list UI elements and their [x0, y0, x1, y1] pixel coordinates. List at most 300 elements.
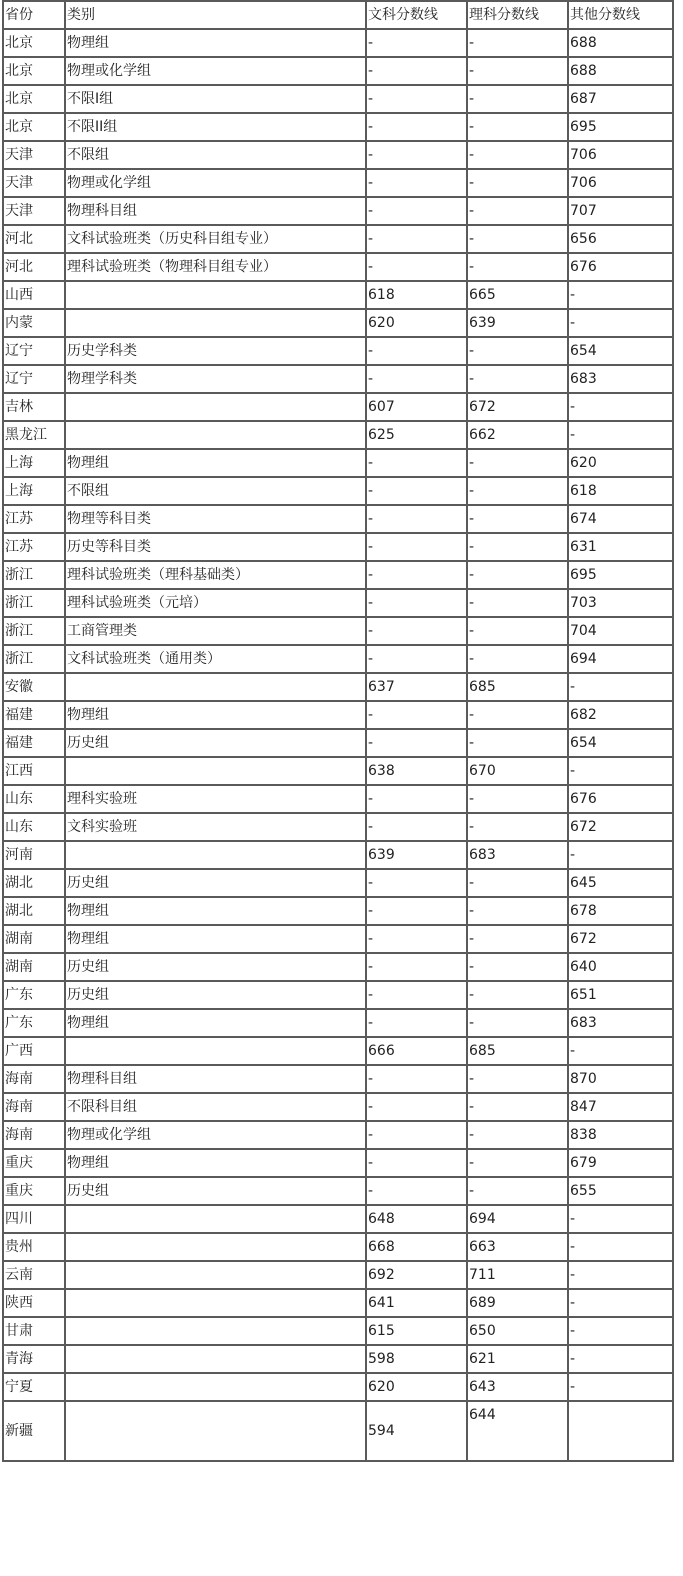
arts-score-cell: -: [366, 701, 467, 729]
table-row: [3, 1009, 673, 1037]
science-score-cell: -: [467, 897, 568, 925]
science-score-cell: 670: [467, 757, 568, 785]
other-score-cell: 847: [568, 1093, 673, 1121]
science-score-cell: -: [467, 1177, 568, 1205]
arts-score-cell: 639: [366, 841, 467, 869]
science-score-cell: -: [467, 729, 568, 757]
science-score-cell: 621: [467, 1345, 568, 1373]
category-cell: 理科试验班类（物理科目组专业）: [65, 253, 366, 281]
category-cell: 历史组: [65, 1177, 366, 1205]
category-cell: 物理组: [65, 29, 366, 57]
table-row: [3, 953, 673, 981]
science-score-cell: -: [467, 1093, 568, 1121]
arts-score-cell: -: [366, 785, 467, 813]
province-cell: 辽宁: [3, 365, 65, 393]
other-score-cell: 651: [568, 981, 673, 1009]
province-cell: 海南: [3, 1093, 65, 1121]
header-category: 类别: [65, 1, 366, 29]
science-score-cell: 644: [467, 1401, 568, 1461]
arts-score-cell: 641: [366, 1289, 467, 1317]
table-row: [3, 1345, 673, 1373]
category-cell: 不限科目组: [65, 1093, 366, 1121]
category-cell: 物理组: [65, 897, 366, 925]
province-cell: 浙江: [3, 645, 65, 673]
table-row: [3, 617, 673, 645]
category-cell: 历史组: [65, 729, 366, 757]
category-cell: [65, 1037, 366, 1065]
science-score-cell: -: [467, 645, 568, 673]
table-row: [3, 1065, 673, 1093]
province-cell: 陕西: [3, 1289, 65, 1317]
province-cell: 云南: [3, 1261, 65, 1289]
arts-score-cell: -: [366, 141, 467, 169]
province-cell: 海南: [3, 1121, 65, 1149]
province-cell: 新疆: [3, 1401, 65, 1461]
table-row: [3, 169, 673, 197]
category-cell: 文科试验班类（历史科目组专业）: [65, 225, 366, 253]
arts-score-cell: -: [366, 953, 467, 981]
science-score-cell: -: [467, 533, 568, 561]
table-row: [3, 85, 673, 113]
other-score-cell: 703: [568, 589, 673, 617]
arts-score-cell: -: [366, 197, 467, 225]
other-score-cell: -: [568, 1373, 673, 1401]
table-row: [3, 57, 673, 85]
category-cell: 不限II组: [65, 113, 366, 141]
category-cell: 物理科目组: [65, 1065, 366, 1093]
science-score-cell: 685: [467, 673, 568, 701]
table-row: [3, 589, 673, 617]
science-score-cell: -: [467, 449, 568, 477]
table-row: [3, 337, 673, 365]
science-score-cell: 663: [467, 1233, 568, 1261]
province-cell: 重庆: [3, 1177, 65, 1205]
province-cell: 内蒙: [3, 309, 65, 337]
table-row: [3, 897, 673, 925]
table-row: [3, 1233, 673, 1261]
science-score-cell: -: [467, 981, 568, 1009]
province-cell: 浙江: [3, 561, 65, 589]
table-row: [3, 365, 673, 393]
science-score-cell: 711: [467, 1261, 568, 1289]
province-cell: 河北: [3, 253, 65, 281]
other-score-cell: -: [568, 1345, 673, 1373]
science-score-cell: -: [467, 1149, 568, 1177]
table-row: [3, 1261, 673, 1289]
province-cell: 辽宁: [3, 337, 65, 365]
other-score-cell: -: [568, 1317, 673, 1345]
province-cell: 重庆: [3, 1149, 65, 1177]
arts-score-cell: 648: [366, 1205, 467, 1233]
province-cell: 上海: [3, 449, 65, 477]
table-row: [3, 421, 673, 449]
province-cell: 青海: [3, 1345, 65, 1373]
arts-score-cell: 692: [366, 1261, 467, 1289]
science-score-cell: -: [467, 253, 568, 281]
table-row: [3, 477, 673, 505]
arts-score-cell: -: [366, 533, 467, 561]
province-cell: 广西: [3, 1037, 65, 1065]
province-cell: 浙江: [3, 617, 65, 645]
science-score-cell: 683: [467, 841, 568, 869]
other-score-cell: 688: [568, 57, 673, 85]
arts-score-cell: -: [366, 85, 467, 113]
arts-score-cell: -: [366, 1065, 467, 1093]
table-row: [3, 113, 673, 141]
other-score-cell: 645: [568, 869, 673, 897]
category-cell: 物理组: [65, 701, 366, 729]
arts-score-cell: -: [366, 925, 467, 953]
science-score-cell: -: [467, 813, 568, 841]
province-cell: 宁夏: [3, 1373, 65, 1401]
table-row: [3, 449, 673, 477]
province-cell: 北京: [3, 113, 65, 141]
table-row: [3, 729, 673, 757]
arts-score-cell: 618: [366, 281, 467, 309]
arts-score-cell: -: [366, 477, 467, 505]
province-cell: 湖南: [3, 953, 65, 981]
other-score-cell: 656: [568, 225, 673, 253]
science-score-cell: 672: [467, 393, 568, 421]
other-score-cell: -: [568, 1037, 673, 1065]
category-cell: [65, 309, 366, 337]
table-row: [3, 561, 673, 589]
category-cell: 理科试验班类（元培）: [65, 589, 366, 617]
table-row: [3, 1289, 673, 1317]
table-row: [3, 785, 673, 813]
other-score-cell: 655: [568, 1177, 673, 1205]
arts-score-cell: -: [366, 57, 467, 85]
science-score-cell: 689: [467, 1289, 568, 1317]
other-score-cell: 682: [568, 701, 673, 729]
category-cell: [65, 1261, 366, 1289]
category-cell: 文科实验班: [65, 813, 366, 841]
table-row: [3, 701, 673, 729]
other-score-cell: -: [568, 841, 673, 869]
province-cell: 浙江: [3, 589, 65, 617]
table-row: [3, 1205, 673, 1233]
other-score-cell: -: [568, 1233, 673, 1261]
table-row: [3, 1037, 673, 1065]
other-score-cell: -: [568, 1289, 673, 1317]
province-cell: 四川: [3, 1205, 65, 1233]
arts-score-cell: -: [366, 897, 467, 925]
science-score-cell: -: [467, 1121, 568, 1149]
science-score-cell: -: [467, 85, 568, 113]
other-score-cell: 838: [568, 1121, 673, 1149]
arts-score-cell: -: [366, 1149, 467, 1177]
arts-score-cell: 594: [366, 1401, 467, 1461]
arts-score-cell: -: [366, 813, 467, 841]
category-cell: [65, 1205, 366, 1233]
other-score-cell: 676: [568, 785, 673, 813]
arts-score-cell: -: [366, 1093, 467, 1121]
other-score-cell: 620: [568, 449, 673, 477]
science-score-cell: -: [467, 141, 568, 169]
category-cell: [65, 757, 366, 785]
province-cell: 山东: [3, 785, 65, 813]
table-row: [3, 1317, 673, 1345]
province-cell: 天津: [3, 169, 65, 197]
other-score-cell: -: [568, 309, 673, 337]
table-row: [3, 505, 673, 533]
arts-score-cell: -: [366, 113, 467, 141]
arts-score-cell: -: [366, 1009, 467, 1037]
other-score-cell: -: [568, 757, 673, 785]
arts-score-cell: 607: [366, 393, 467, 421]
other-score-cell: 654: [568, 729, 673, 757]
category-cell: [65, 1345, 366, 1373]
province-cell: 天津: [3, 197, 65, 225]
arts-score-cell: 625: [366, 421, 467, 449]
category-cell: 物理等科目类: [65, 505, 366, 533]
category-cell: [65, 841, 366, 869]
other-score-cell: 618: [568, 477, 673, 505]
arts-score-cell: -: [366, 729, 467, 757]
header-row: [3, 1, 673, 29]
category-cell: [65, 1401, 366, 1461]
science-score-cell: -: [467, 561, 568, 589]
arts-score-cell: -: [366, 253, 467, 281]
province-cell: 福建: [3, 729, 65, 757]
other-score-cell: 706: [568, 169, 673, 197]
other-score-cell: 631: [568, 533, 673, 561]
science-score-cell: -: [467, 1009, 568, 1037]
province-cell: 湖南: [3, 925, 65, 953]
category-cell: 历史等科目类: [65, 533, 366, 561]
category-cell: 历史学科类: [65, 337, 366, 365]
arts-score-cell: -: [366, 505, 467, 533]
province-cell: 北京: [3, 29, 65, 57]
table-row: [3, 813, 673, 841]
category-cell: 物理或化学组: [65, 1121, 366, 1149]
science-score-cell: 665: [467, 281, 568, 309]
province-cell: 河北: [3, 225, 65, 253]
category-cell: 不限I组: [65, 85, 366, 113]
category-cell: 历史组: [65, 869, 366, 897]
province-cell: 广东: [3, 981, 65, 1009]
science-score-cell: -: [467, 505, 568, 533]
science-score-cell: -: [467, 225, 568, 253]
province-cell: 广东: [3, 1009, 65, 1037]
arts-score-cell: 615: [366, 1317, 467, 1345]
category-cell: 物理组: [65, 1009, 366, 1037]
arts-score-cell: -: [366, 337, 467, 365]
science-score-cell: -: [467, 337, 568, 365]
table-row: [3, 1093, 673, 1121]
arts-score-cell: 620: [366, 1373, 467, 1401]
other-score-cell: 654: [568, 337, 673, 365]
science-score-cell: -: [467, 113, 568, 141]
category-cell: [65, 1289, 366, 1317]
category-cell: 物理学科类: [65, 365, 366, 393]
province-cell: 海南: [3, 1065, 65, 1093]
table-row: [3, 869, 673, 897]
science-score-cell: 685: [467, 1037, 568, 1065]
province-cell: 江苏: [3, 533, 65, 561]
category-cell: [65, 1233, 366, 1261]
other-score-cell: -: [568, 421, 673, 449]
other-score-cell: -: [568, 1205, 673, 1233]
category-cell: [65, 1373, 366, 1401]
province-cell: 江苏: [3, 505, 65, 533]
arts-score-cell: -: [366, 617, 467, 645]
arts-score-cell: -: [366, 1177, 467, 1205]
arts-score-cell: 620: [366, 309, 467, 337]
other-score-cell: 674: [568, 505, 673, 533]
science-score-cell: 662: [467, 421, 568, 449]
table-row: [3, 645, 673, 673]
category-cell: 工商管理类: [65, 617, 366, 645]
other-score-cell: 672: [568, 813, 673, 841]
other-score-cell: -: [568, 1261, 673, 1289]
arts-score-cell: -: [366, 169, 467, 197]
science-score-cell: -: [467, 365, 568, 393]
other-score-cell: 683: [568, 1009, 673, 1037]
other-score-cell: 678: [568, 897, 673, 925]
other-score-cell: -: [568, 281, 673, 309]
other-score-cell: 679: [568, 1149, 673, 1177]
province-cell: 甘肃: [3, 1317, 65, 1345]
category-cell: 历史组: [65, 981, 366, 1009]
category-cell: 文科试验班类（通用类）: [65, 645, 366, 673]
arts-score-cell: 668: [366, 1233, 467, 1261]
province-cell: 湖北: [3, 869, 65, 897]
science-score-cell: -: [467, 29, 568, 57]
arts-score-cell: -: [366, 225, 467, 253]
province-cell: 上海: [3, 477, 65, 505]
category-cell: [65, 1317, 366, 1345]
arts-score-cell: -: [366, 981, 467, 1009]
table-row: [3, 1401, 673, 1461]
category-cell: [65, 673, 366, 701]
other-score-cell: 707: [568, 197, 673, 225]
other-score-cell: [568, 1401, 673, 1461]
table-row: [3, 1121, 673, 1149]
category-cell: 物理科目组: [65, 197, 366, 225]
other-score-cell: -: [568, 393, 673, 421]
header-province: 省份: [3, 1, 65, 29]
province-cell: 江西: [3, 757, 65, 785]
science-score-cell: 694: [467, 1205, 568, 1233]
province-cell: 福建: [3, 701, 65, 729]
table-row: [3, 841, 673, 869]
category-cell: [65, 281, 366, 309]
arts-score-cell: 638: [366, 757, 467, 785]
other-score-cell: 694: [568, 645, 673, 673]
arts-score-cell: -: [366, 869, 467, 897]
science-score-cell: -: [467, 1065, 568, 1093]
other-score-cell: 687: [568, 85, 673, 113]
arts-score-cell: 598: [366, 1345, 467, 1373]
arts-score-cell: -: [366, 1121, 467, 1149]
province-cell: 北京: [3, 85, 65, 113]
other-score-cell: 672: [568, 925, 673, 953]
science-score-cell: -: [467, 57, 568, 85]
category-cell: 理科试验班类（理科基础类）: [65, 561, 366, 589]
arts-score-cell: -: [366, 589, 467, 617]
category-cell: 物理或化学组: [65, 57, 366, 85]
table-row: [3, 225, 673, 253]
arts-score-cell: -: [366, 645, 467, 673]
other-score-cell: 683: [568, 365, 673, 393]
science-score-cell: -: [467, 869, 568, 897]
province-cell: 山东: [3, 813, 65, 841]
table-row: [3, 281, 673, 309]
province-cell: 贵州: [3, 1233, 65, 1261]
province-cell: 天津: [3, 141, 65, 169]
category-cell: 物理或化学组: [65, 169, 366, 197]
score-table-body: [3, 1, 673, 1461]
province-cell: 吉林: [3, 393, 65, 421]
table-row: [3, 1373, 673, 1401]
other-score-cell: 704: [568, 617, 673, 645]
province-cell: 黑龙江: [3, 421, 65, 449]
table-row: [3, 925, 673, 953]
table-row: [3, 309, 673, 337]
category-cell: 理科实验班: [65, 785, 366, 813]
header-other-score: 其他分数线: [568, 1, 673, 29]
other-score-cell: 870: [568, 1065, 673, 1093]
table-row: [3, 533, 673, 561]
table-row: [3, 29, 673, 57]
header-science-score: 理科分数线: [467, 1, 568, 29]
arts-score-cell: -: [366, 365, 467, 393]
category-cell: [65, 393, 366, 421]
science-score-cell: -: [467, 169, 568, 197]
arts-score-cell: -: [366, 449, 467, 477]
science-score-cell: -: [467, 785, 568, 813]
table-row: [3, 197, 673, 225]
category-cell: 历史组: [65, 953, 366, 981]
science-score-cell: -: [467, 589, 568, 617]
province-cell: 安徽: [3, 673, 65, 701]
arts-score-cell: -: [366, 29, 467, 57]
province-cell: 河南: [3, 841, 65, 869]
arts-score-cell: 637: [366, 673, 467, 701]
other-score-cell: 695: [568, 561, 673, 589]
province-cell: 山西: [3, 281, 65, 309]
category-cell: 物理组: [65, 925, 366, 953]
science-score-cell: 639: [467, 309, 568, 337]
table-row: [3, 141, 673, 169]
science-score-cell: 650: [467, 1317, 568, 1345]
science-score-cell: -: [467, 197, 568, 225]
science-score-cell: -: [467, 477, 568, 505]
score-table: [2, 0, 674, 1462]
arts-score-cell: -: [366, 561, 467, 589]
province-cell: 北京: [3, 57, 65, 85]
other-score-cell: 640: [568, 953, 673, 981]
category-cell: [65, 421, 366, 449]
science-score-cell: -: [467, 925, 568, 953]
science-score-cell: -: [467, 701, 568, 729]
science-score-cell: 643: [467, 1373, 568, 1401]
category-cell: 物理组: [65, 449, 366, 477]
table-row: [3, 393, 673, 421]
province-cell: 湖北: [3, 897, 65, 925]
other-score-cell: -: [568, 673, 673, 701]
header-arts-score: 文科分数线: [366, 1, 467, 29]
table-row: [3, 673, 673, 701]
table-row: [3, 757, 673, 785]
table-row: [3, 1177, 673, 1205]
category-cell: 不限组: [65, 141, 366, 169]
science-score-cell: -: [467, 953, 568, 981]
other-score-cell: 676: [568, 253, 673, 281]
category-cell: 不限组: [65, 477, 366, 505]
science-score-cell: -: [467, 617, 568, 645]
